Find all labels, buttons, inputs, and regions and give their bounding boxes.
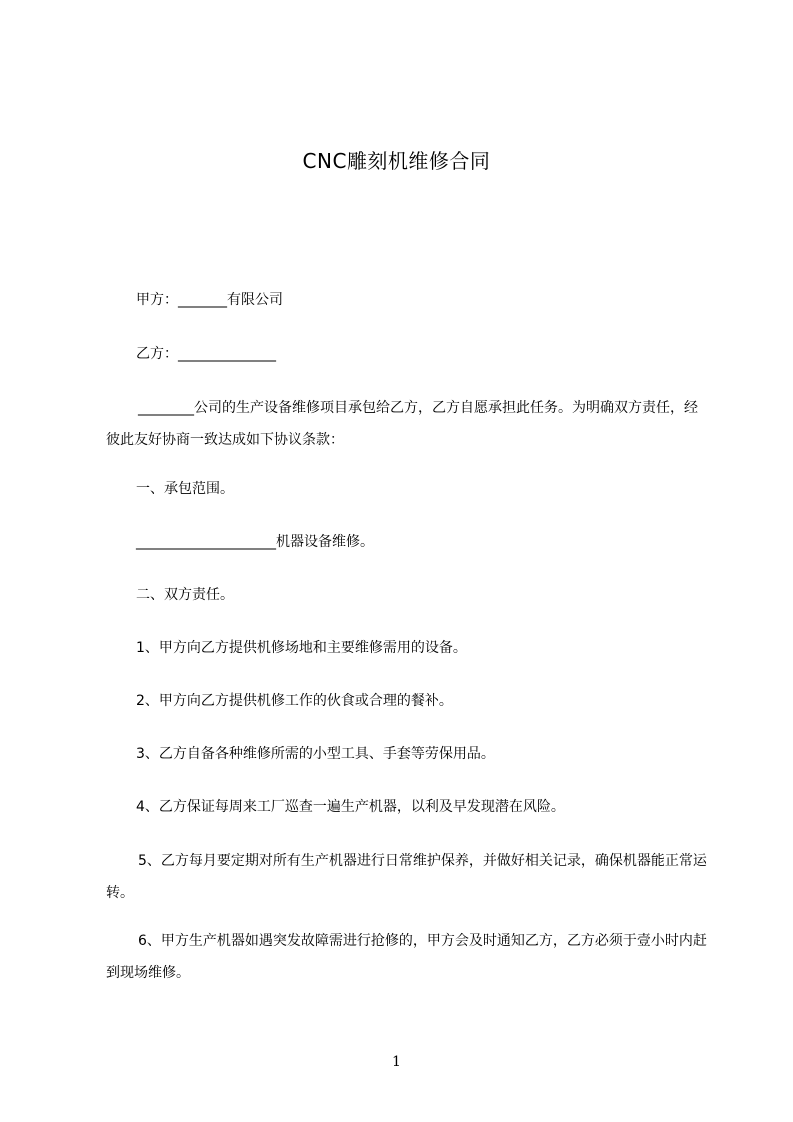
clause-item-4: 4、乙方保证每周来工厂巡查一遍生产机器，以利及早发现潜在风险。 <box>136 799 565 815</box>
section-2-heading: 二、双方责任。 <box>136 587 234 603</box>
document-title: CNC雕刻机维修合同 <box>302 149 491 173</box>
clause-item-5: 5、乙方每月要定期对所有生产机器进行日常维护保养，并做好相关记录，确保机器能正常运转。 <box>106 853 707 901</box>
clause-item-2: 2、甲方向乙方提供机修工作的伙食或合理的餐补。 <box>136 693 453 709</box>
party-a-line: 甲方：_______有限公司 <box>136 292 283 308</box>
section-1-body: ____________________机器设备维修。 <box>136 534 374 550</box>
clause-item-6: 6、甲方生产机器如遇突发故障需进行抢修的，甲方会及时通知乙方，乙方必须于壹小时内赶到现场维修。 <box>106 933 707 981</box>
section-1-heading: 一、承包范围。 <box>136 481 234 497</box>
clause-item-3: 3、乙方自备各种维修所需的小型工具、手套等劳保用品。 <box>136 746 495 762</box>
party-b-line: 乙方：______________ <box>136 346 276 362</box>
intro-paragraph: ________公司的生产设备维修项目承包给乙方，乙方自愿承担此任务。为明确双方责任，经彼此友好协商一致达成如下协议条款： <box>106 400 698 448</box>
page-number: 1 <box>392 1054 401 1070</box>
clause-item-1: 1、甲方向乙方提供机修场地和主要维修需用的设备。 <box>136 640 467 656</box>
